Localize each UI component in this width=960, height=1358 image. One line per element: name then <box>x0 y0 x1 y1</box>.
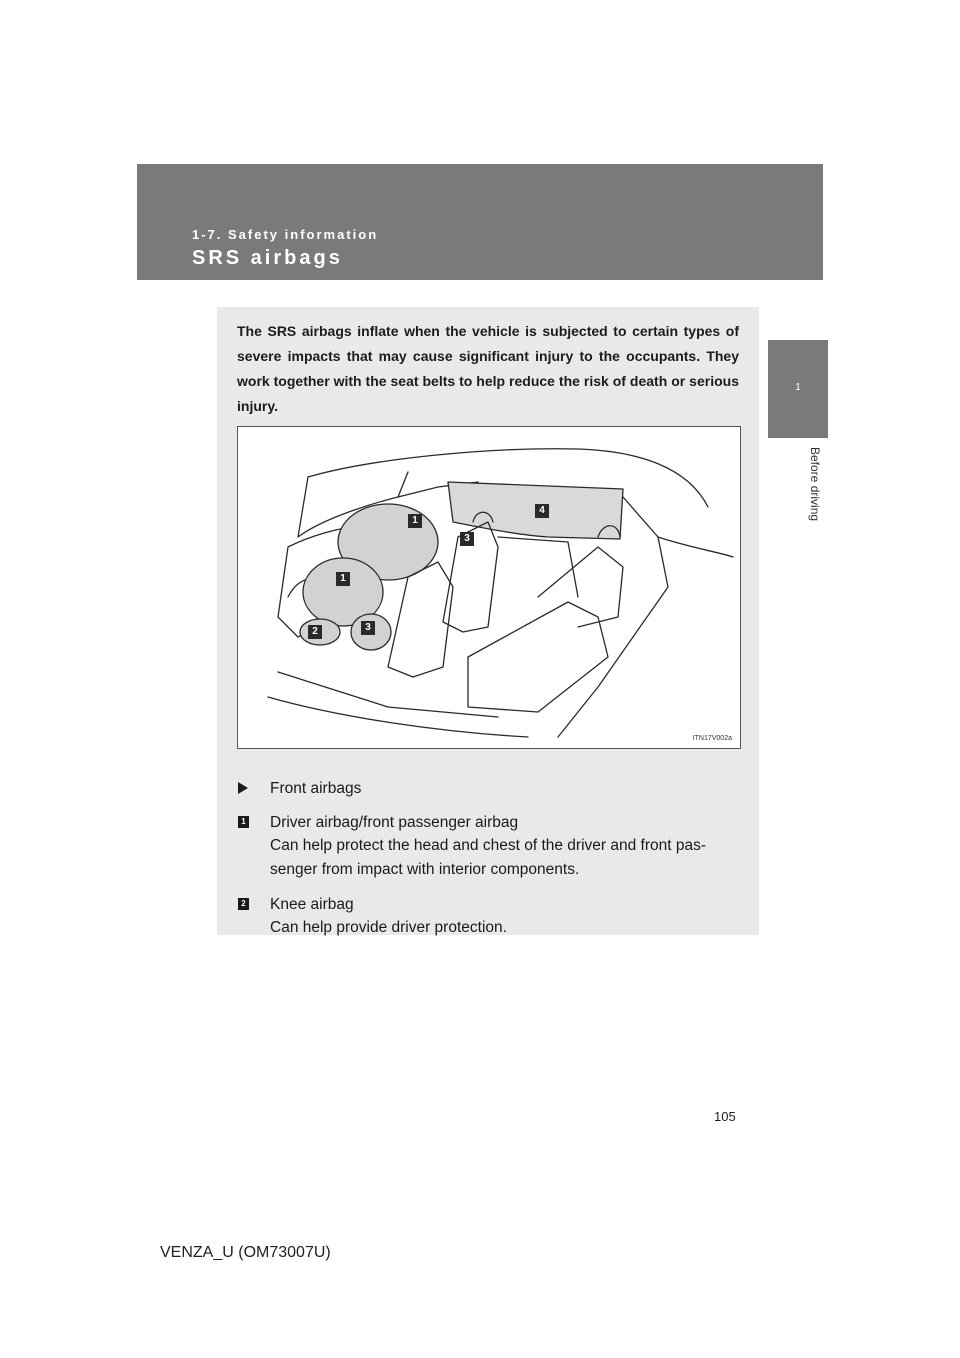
arrow-icon <box>238 782 248 794</box>
page-number: 105 <box>714 1109 736 1124</box>
number-1-icon: 1 <box>238 816 249 828</box>
callout-3-seat-rear: 3 <box>460 532 474 546</box>
list-item-desc-line: senger from impact with interior components. <box>270 861 580 878</box>
page-title: SRS airbags <box>192 247 343 269</box>
section-label: 1-7. Safety information <box>192 227 379 242</box>
list-heading-text: Front airbags <box>270 780 362 797</box>
floor-line <box>278 672 498 717</box>
callout-3-seat: 3 <box>361 621 375 635</box>
car-interior-drawing <box>238 427 740 748</box>
rear-seatback <box>538 547 623 627</box>
callout-2-knee: 2 <box>308 625 322 639</box>
chapter-label: Before driving <box>808 447 822 522</box>
callout-4-curtain: 4 <box>535 504 549 518</box>
list-item-title: Driver airbag/front passenger airbag <box>270 814 519 831</box>
trunk-line <box>658 537 733 557</box>
figure-code: ITN17V002a <box>692 735 732 742</box>
list-item-title: Knee airbag <box>270 896 354 913</box>
chapter-tab[interactable] <box>768 340 828 438</box>
callout-1-driver: 1 <box>336 572 350 586</box>
list-item-desc-line: Can help provide driver protection. <box>270 919 507 936</box>
document-code: VENZA_U (OM73007U) <box>160 1244 331 1261</box>
number-2-icon: 2 <box>238 898 249 910</box>
callout-1-passenger: 1 <box>408 514 422 528</box>
header-band <box>137 164 823 280</box>
intro-paragraph: The SRS airbags inflate when the vehicle is subjected to certain types of severe impacts that may cause significant injury to the occupants. They work together with the seat belts to help reduce the risk of death or serious injury. <box>237 323 739 414</box>
airbag-illustration <box>237 426 741 749</box>
list-item-desc-line: Can help protect the head and chest of the driver and front pas- <box>270 837 706 854</box>
content-panel <box>217 307 759 935</box>
rear-door <box>498 537 578 597</box>
chapter-number: 1 <box>795 382 801 393</box>
door-sill <box>268 697 528 737</box>
